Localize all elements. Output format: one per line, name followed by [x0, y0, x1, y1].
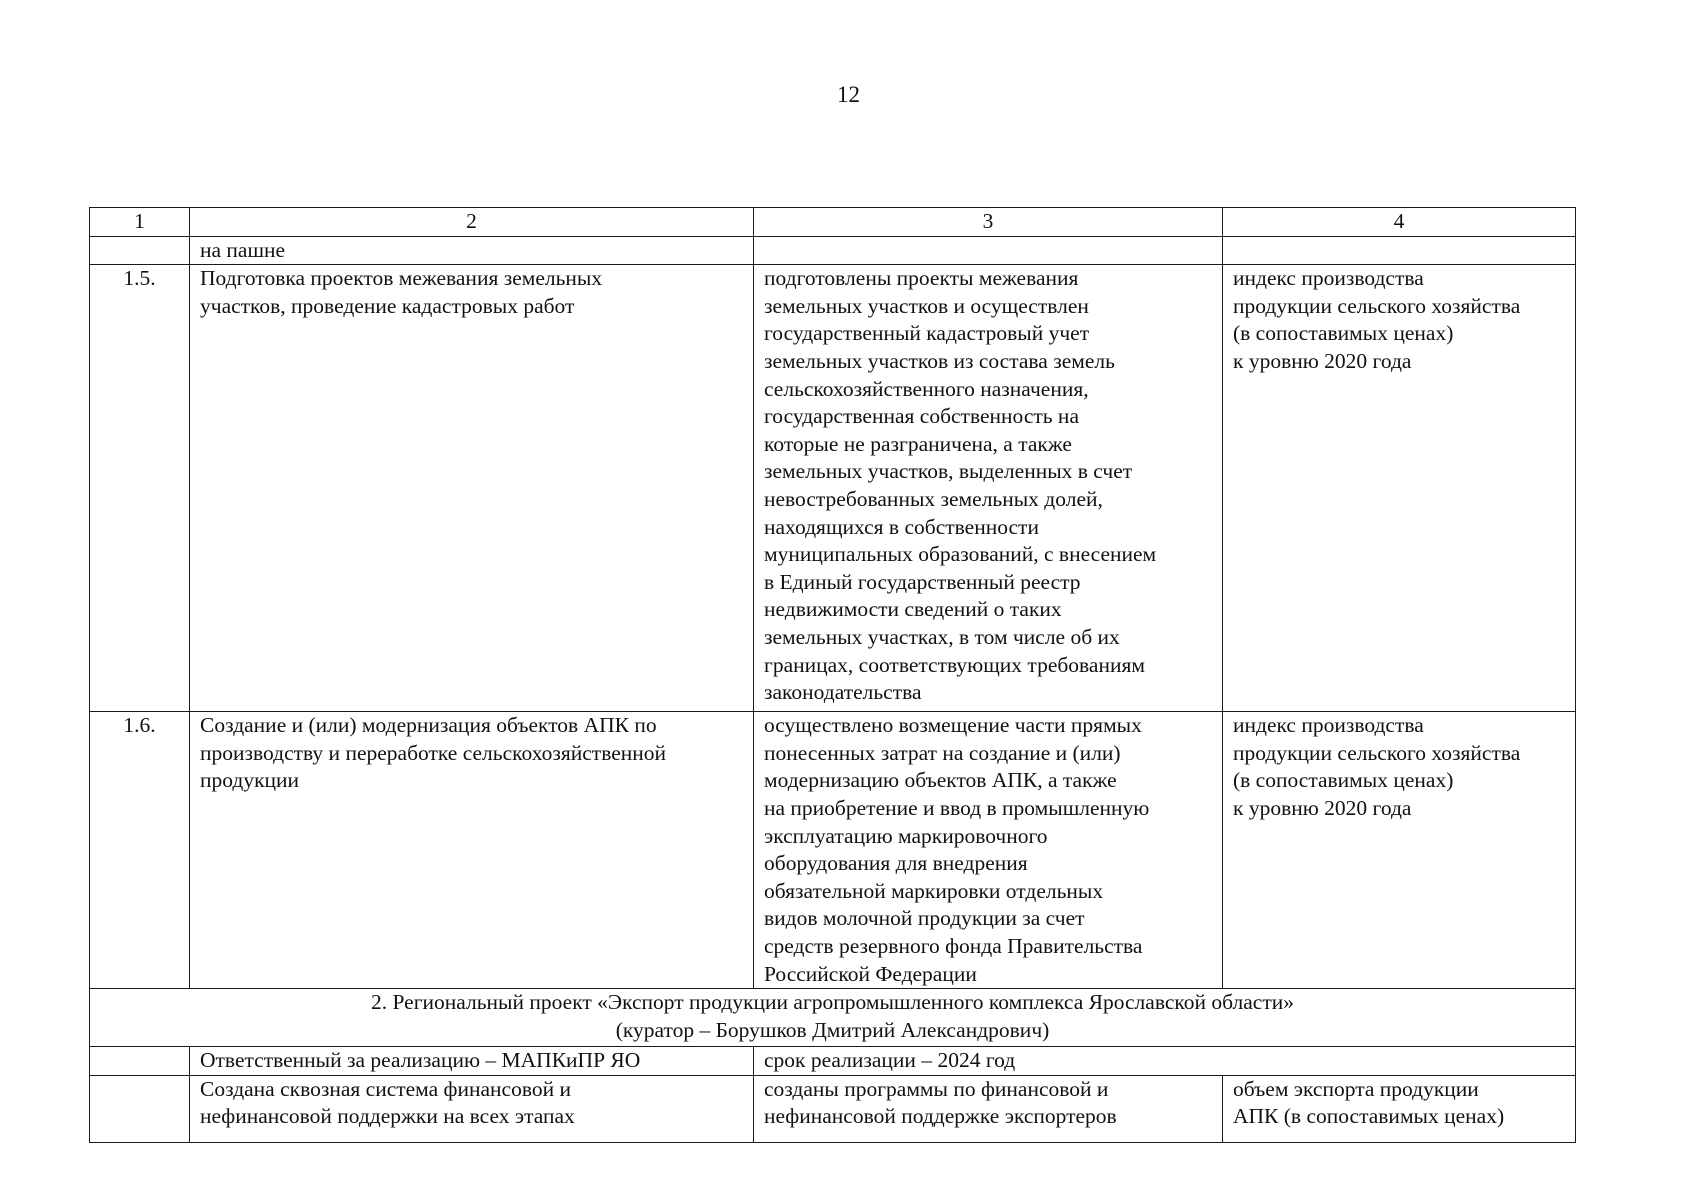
- row-number: 1.6.: [90, 712, 190, 989]
- task-cell: Создана сквозная система финансовой и нефинансовой поддержки на всех этапах: [190, 1075, 754, 1142]
- table-row: [90, 1075, 1576, 1142]
- table-header-row: [90, 208, 1576, 237]
- indicator-cell: индекс производства продукции сельского хозяйства (в сопоставимых ценах) к уровню 2020 года: [1223, 712, 1576, 989]
- row-number: [90, 1075, 190, 1142]
- table-row: [90, 712, 1576, 989]
- result-cell: осуществлено возмещение части прямых понесенных затрат на создание и (или) модернизацию объектов АПК, а также на приобретение и ввод в промышленную эксплуатацию маркировочного оборудования для внедрения обязательной маркировки отдельных видов молочной продукции за счет средств резервного фонда Правительства Российской Федерации: [754, 712, 1223, 989]
- section-curator: (куратор – Борушков Дмитрий Александрович): [615, 1017, 1050, 1042]
- deadline-cell: срок реализации – 2024 год: [754, 1047, 1576, 1076]
- task-cell: на пашне: [190, 236, 754, 265]
- indicator-cell: [1223, 236, 1576, 265]
- measures-table: [89, 207, 1576, 1143]
- row-number: [90, 1047, 190, 1076]
- page-number: 12: [837, 82, 860, 107]
- header-cell-3: 3: [754, 208, 1223, 237]
- section-title: 2. Региональный проект «Экспорт продукции агропромышленного комплекса Ярославской области»: [370, 990, 1295, 1015]
- row-number: 1.5.: [90, 265, 190, 712]
- header-cell-1: 1: [90, 208, 190, 237]
- table-row-continuation: [90, 236, 1576, 265]
- indicator-cell: объем экспорта продукции АПК (в сопоставимых ценах): [1223, 1075, 1576, 1142]
- row-number: [90, 236, 190, 265]
- responsible-cell: Ответственный за реализацию – МАПКиПР ЯО: [190, 1047, 754, 1076]
- section-header-row: [90, 989, 1576, 1047]
- header-cell-2: 2: [190, 208, 754, 237]
- section-header-cell: [90, 989, 1576, 1047]
- responsible-row: [90, 1047, 1576, 1076]
- table-row: [90, 265, 1576, 712]
- result-cell: подготовлены проекты межевания земельных участков и осуществлен государственный кадастровый учет земельных участков из состава земель сельскохозяйственного назначения, государственная собственность на которые не разграничена, а также земельных участков, выделенных в счет невостребованных земельных долей, находящихся в собственности муниципальных образований, с внесением в Единый государственный реестр недвижимости сведений о таких земельных участках, в том числе об их границах, соответствующих требованиям законодательства: [754, 265, 1223, 712]
- indicator-cell: индекс производства продукции сельского хозяйства (в сопоставимых ценах) к уровню 2020 года: [1223, 265, 1576, 712]
- task-cell: Создание и (или) модернизация объектов АПК по производству и переработке сельскохозяйственной продукции: [190, 712, 754, 989]
- result-cell: созданы программы по финансовой и нефинансовой поддержке экспортеров: [754, 1075, 1223, 1142]
- header-cell-4: 4: [1223, 208, 1576, 237]
- task-cell: Подготовка проектов межевания земельных участков, проведение кадастровых работ: [190, 265, 754, 712]
- result-cell: [754, 236, 1223, 265]
